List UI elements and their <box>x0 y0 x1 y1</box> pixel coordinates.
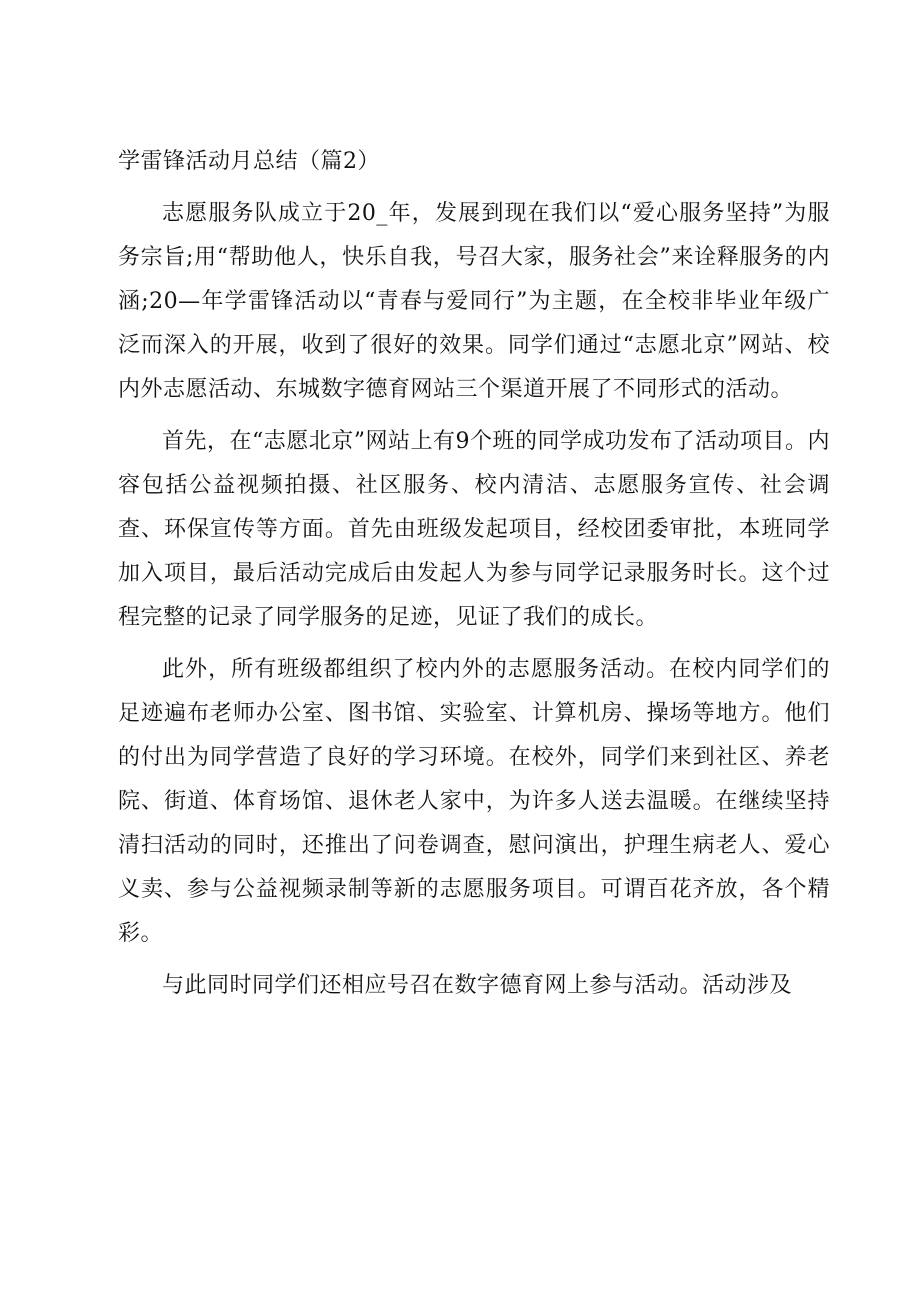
document-title: 学雷锋活动月总结（篇2） <box>118 149 380 174</box>
paragraph-4: 与此同时同学们还相应号召在数字德育网上参与活动。活动涉及 <box>162 973 793 998</box>
paragraph-1: 志愿服务队成立于20_年，发展到现在我们以“爱心服务坚持”为服务宗旨;用“帮助他人，快乐自我，号召大家，服务社会”来诠释服务的内涵;20—年学雷锋活动以“青春与爱同行”为主题，在全校非毕业年级广泛而深入的开展，收到了很好的效果。同学们通过“志愿北京”网站、校内外志愿活动、东城数字德育网站三个渠道开展了不同形式的活动。 <box>118 201 830 402</box>
paragraph-3: 此外，所有班级都组织了校内外的志愿服务活动。在校内同学们的足迹遍布老师办公室、图书馆、实验室、计算机房、操场等地方。他们的付出为同学营造了良好的学习环境。在校外，同学们来到社区、养老院、街道、体育场馆、退休老人家中，为许多人送去温暖。在继续坚持清扫活动的同时，还推出了问卷调查，慰问演出，护理生病老人、爱心义卖、参与公益视频录制等新的志愿服务项目。可谓百花齐放，各个精彩。 <box>118 657 830 946</box>
document-body <box>118 140 830 1008</box>
paragraph-2: 首先，在“志愿北京”网站上有9个班的同学成功发布了活动项目。内容包括公益视频拍摄、社区服务、校内清洁、志愿服务宣传、社会调查、环保宣传等方面。首先由班级发起项目，经校团委审批，本班同学加入项目，最后活动完成后由发起人为参与同学记录服务时长。这个过程完整的记录了同学服务的足迹，见证了我们的成长。 <box>118 429 830 630</box>
